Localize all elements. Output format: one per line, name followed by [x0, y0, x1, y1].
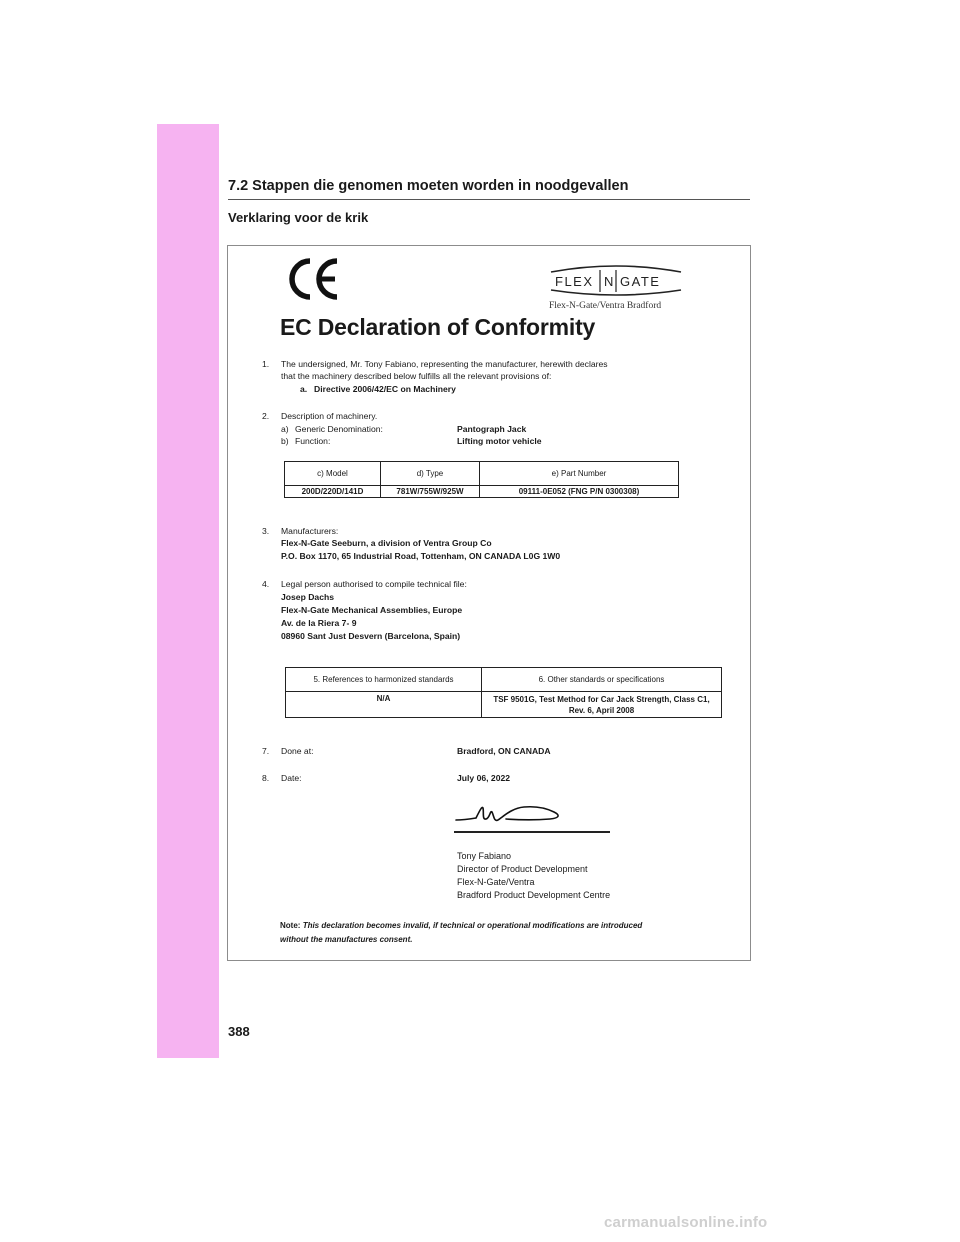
item4-line3: Av. de la Riera 7- 9	[281, 618, 357, 628]
item2-b-value: Lifting motor vehicle	[457, 436, 542, 446]
item1-directive-label: a.	[300, 384, 308, 394]
table2-header-other: 6. Other standards or specifications	[482, 668, 722, 692]
item4-line4: 08960 Sant Just Desvern (Barcelona, Spain)	[281, 631, 461, 641]
item7-value: Bradford, ON CANADA	[457, 746, 551, 756]
table-row	[285, 462, 679, 486]
handwritten-signature	[454, 798, 574, 830]
site-watermark: carmanualsonline.info	[604, 1214, 768, 1231]
table-row	[286, 692, 722, 718]
page-number: 388	[228, 1024, 250, 1039]
note-label: Note:	[280, 921, 301, 930]
signatory-name: Tony Fabiano	[457, 851, 512, 861]
chapter-side-tab	[157, 124, 219, 1058]
item2-title: Description of machinery.	[281, 411, 378, 421]
section-heading: 7.2 Stappen die genomen moeten worden in noodgevallen	[228, 178, 629, 194]
item8-number: 8.	[262, 773, 270, 783]
item2-a-label: a)	[281, 424, 289, 434]
document-title: EC Declaration of Conformity	[280, 314, 596, 340]
item2-a-key: Generic Denomination:	[295, 424, 383, 434]
signatory-site: Bradford Product Development Centre	[457, 890, 611, 900]
item1-line2: that the machinery described below fulfills all the relevant provisions of:	[281, 371, 552, 381]
item2-b-label: b)	[281, 436, 289, 446]
table1-header-part-number: e) Part Number	[480, 462, 679, 486]
item8-key: Date:	[281, 773, 302, 783]
logo-text-n: N	[604, 274, 614, 289]
table2-value-harmonized: N/A	[286, 692, 482, 718]
item1-number: 1.	[262, 359, 270, 369]
item4-line2: Flex-N-Gate Mechanical Assemblies, Europe	[281, 605, 463, 615]
item3-title: Manufacturers:	[281, 526, 339, 536]
declaration-document	[227, 245, 751, 961]
item1-line1: The undersigned, Mr. Tony Fabiano, representing the manufacturer, herewith declares	[281, 359, 608, 369]
table1-header-model: c) Model	[285, 462, 381, 486]
flex-n-gate-logo	[548, 262, 684, 298]
table-row	[286, 668, 722, 692]
table-row	[285, 486, 679, 498]
note-text-line1: This declaration becomes invalid, if technical or operational modifications are introduced	[302, 921, 643, 930]
ce-mark-icon	[288, 256, 342, 302]
item3-line2: P.O. Box 1170, 65 Industrial Road, Tottenham, ON CANADA L0G 1W0	[281, 551, 561, 561]
table2-value-other	[482, 692, 722, 718]
item3-number: 3.	[262, 526, 270, 536]
item7-key: Done at:	[281, 746, 314, 756]
note-text-line2: without the manufactures consent.	[280, 935, 413, 944]
table1-value-model: 200D/220D/141D	[285, 486, 381, 498]
table2-value-other-line1: TSF 9501G, Test Method for Car Jack Strength, Class C1,	[493, 695, 710, 704]
signatory-company: Flex-N-Gate/Ventra	[457, 877, 535, 887]
item2-number: 2.	[262, 411, 270, 421]
item8-value: July 06, 2022	[457, 773, 511, 783]
table1-value-part-number: 09111-0E052 (FNG P/N 0300308)	[480, 486, 679, 498]
logo-text-flex: FLEX	[555, 274, 594, 289]
table1-value-type: 781W/755W/925W	[381, 486, 480, 498]
item1-directive: Directive 2006/42/EC on Machinery	[314, 384, 456, 394]
standards-table	[285, 667, 722, 718]
logo-text-gate: GATE	[620, 274, 661, 289]
sub-heading: Verklaring voor de krik	[228, 210, 369, 225]
table2-header-harmonized: 5. References to harmonized standards	[286, 668, 482, 692]
logo-subtitle: Flex-N-Gate/Ventra Bradford	[549, 301, 662, 311]
section-divider	[228, 199, 750, 200]
table2-value-other-line2: Rev. 6, April 2008	[568, 706, 635, 715]
note-line1	[280, 920, 642, 932]
item7-number: 7.	[262, 746, 270, 756]
machinery-spec-table	[284, 461, 679, 498]
item2-b-key: Function:	[295, 436, 331, 446]
signatory-role: Director of Product Development	[457, 864, 588, 874]
item4-title: Legal person authorised to compile technical file:	[281, 579, 467, 589]
item4-line1: Josep Dachs	[281, 592, 335, 602]
item4-number: 4.	[262, 579, 270, 589]
item2-a-value: Pantograph Jack	[457, 424, 527, 434]
table1-header-type: d) Type	[381, 462, 480, 486]
item3-line1: Flex-N-Gate Seeburn, a division of Ventra Group Co	[281, 538, 492, 548]
signature-line	[454, 831, 610, 833]
